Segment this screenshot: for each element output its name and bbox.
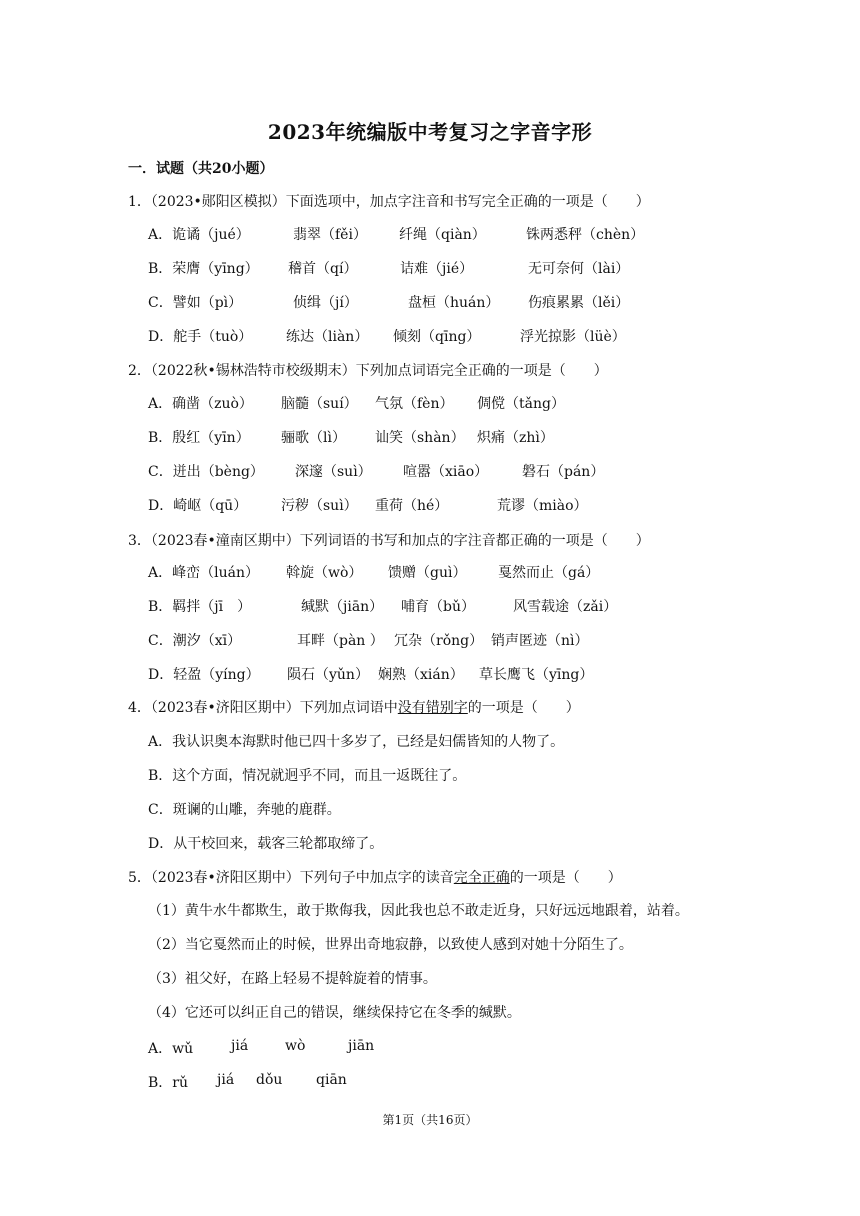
q1-opt-a-3: 纤绳（qiàn） (399, 227, 486, 243)
q4-opt-c: C．斑谰的山雕，奔驰的鹿群。 (148, 802, 341, 818)
q1-opt-a-1: A．诡谲（jué） (148, 227, 250, 243)
q1-opt-b-4: 无可奈何（lài） (528, 261, 630, 277)
q5-opt-a-2: jiá (231, 1038, 249, 1054)
q1-opt-d-2: 练达（liàn） (286, 329, 369, 345)
q5-sentence-4: （4）它还可以纠正自己的错误，继续保持它在冬季的缄默。 (148, 1005, 521, 1021)
section-heading: 一．试题（共20小题） (128, 161, 274, 177)
q5-opt-b-2: jiá (217, 1072, 235, 1088)
q4-stem-underlined: 没有错别字 (397, 700, 468, 716)
question-4-stem (128, 697, 580, 717)
q5-opt-b-4: qiān (316, 1072, 347, 1088)
q5-stem-post: 的一项是（ ） (509, 870, 622, 886)
q3-opt-d-1: D．轻盈（yíng） (148, 667, 260, 683)
q3-opt-c-1: C．潮汐（xī） (148, 633, 242, 649)
q1-opt-a-2: 翡翠（fěi） (293, 227, 367, 243)
q1-opt-d-4: 浮光掠影（lüè） (520, 329, 626, 345)
question-3-stem: 3．（2023春•潼南区期中）下列词语的书写和加点的字注音都正确的一项是（ ） (128, 533, 650, 549)
q2-opt-d-3: 重荷（hé） (375, 498, 449, 514)
q1-opt-d-3: 倾刻（qīng） (393, 329, 481, 345)
q5-stem-underlined: 完全正确 (453, 870, 510, 886)
question-1-stem: 1．（2023•郧阳区模拟）下面选项中，加点字注音和书写完全正确的一项是（ ） (128, 194, 650, 210)
q2-opt-b-2: 骊歌（lì） (281, 430, 346, 446)
q1-opt-c-2: 侦缉（jí） (293, 295, 358, 311)
q2-opt-b-3: 讪笑（shàn） (375, 430, 465, 446)
question-2-stem: 2．（2022秋•锡林浩特市校级期末）下列加点词语完全正确的一项是（ ） (128, 363, 608, 379)
q3-opt-c-2: 耳畔（pàn ） (297, 633, 384, 649)
q1-opt-d-1: D．舵手（tuò） (148, 329, 253, 345)
q3-opt-b-4: 风雪载途（zǎi） (513, 599, 618, 615)
q5-opt-b-3: dǒu (256, 1072, 283, 1088)
q3-opt-b-1: B．羁拌（jī ） (148, 599, 252, 615)
q3-opt-c-4: 销声匿迹（nì） (491, 633, 589, 649)
q3-opt-a-2: 斡旋（wò） (286, 565, 363, 581)
q1-opt-b-3: 诘难（jié） (400, 261, 474, 277)
q5-sentence-1: （1）黄牛水牛都欺生，敢于欺侮我，因此我也总不敢走近身，只好远远地跟着，站着。 (148, 903, 689, 919)
question-5-stem (128, 867, 622, 887)
document-title: 2023年统编版中考复习之字音字形 (267, 120, 593, 144)
q3-opt-a-3: 馈赠（guì） (388, 565, 467, 581)
q5-sentence-2: （2）当它戛然而止的时候，世界出奇地寂静，以致使人感到对她十分陌生了。 (148, 937, 633, 953)
q2-opt-c-3: 喧嚣（xiāo） (403, 464, 489, 480)
q3-opt-c-3: 冗杂（rǒng） (394, 633, 484, 649)
q1-opt-c-4: 伤痕累累（lěi） (528, 295, 630, 311)
q5-opt-a-1: A．wǔ (148, 1041, 194, 1057)
q4-stem-pre: 4．（2023春•济阳区期中）下列加点词语中 (128, 700, 398, 716)
q1-opt-c-3: 盘桓（huán） (408, 295, 500, 311)
q2-opt-c-4: 磐石（pán） (522, 464, 605, 480)
q4-stem-post: 的一项是（ ） (467, 700, 580, 716)
q2-opt-a-3: 气氛（fèn） (375, 396, 454, 412)
q3-opt-b-2: 缄默（jiān） (301, 599, 384, 615)
q2-opt-c-1: C．迸出（bèng） (148, 464, 264, 480)
q2-opt-d-4: 荒谬（miào） (497, 498, 588, 514)
q3-opt-d-2: 陨石（yǔn） (287, 667, 369, 683)
q2-opt-b-4: 炽痛（zhì） (477, 430, 554, 446)
q2-opt-a-4: 倜傥（tǎng） (477, 396, 565, 412)
q2-opt-a-2: 脑髓（suí） (281, 396, 358, 412)
q3-opt-a-4: 戛然而止（gá） (498, 565, 600, 581)
q3-opt-a-1: A．峰峦（luán） (148, 565, 259, 581)
page-footer: 第1页（共16页） (382, 1113, 478, 1127)
q5-sentence-3: （3）祖父好，在路上轻易不提斡旋着的情事。 (148, 971, 437, 987)
q1-opt-a-4: 铢两悉秤（chèn） (526, 227, 645, 243)
q1-opt-b-1: B．荣膺（yīng） (148, 261, 259, 277)
q5-stem-pre: 5．（2023春•济阳区期中）下列句子中加点字的读音 (128, 870, 454, 886)
q4-opt-a: A．我认识奥本海默时他已四十多岁了，已经是妇儒皆知的人物了。 (148, 734, 565, 750)
q3-opt-b-3: 哺育（bǔ） (401, 599, 475, 615)
q3-opt-d-3: 娴熟（xián） (378, 667, 464, 683)
q4-opt-b: B．这个方面，情况就迥乎不同，而且一返既往了。 (148, 768, 467, 784)
q1-opt-c-1: C．譬如（pì） (148, 295, 243, 311)
q1-opt-b-2: 稽首（qí） (288, 261, 358, 277)
q4-opt-d: D．从干校回来，载客三轮都取缔了。 (148, 836, 384, 852)
q2-opt-d-1: D．崎岖（qū） (148, 498, 248, 514)
q2-opt-b-1: B．殷红（yīn） (148, 430, 250, 446)
q5-opt-a-3: wò (285, 1038, 306, 1054)
q2-opt-c-2: 深邃（suì） (295, 464, 372, 480)
q5-opt-a-4: jiān (348, 1038, 375, 1054)
q2-opt-d-2: 污秽（suì） (281, 498, 358, 514)
q5-opt-b-1: B．rǔ (148, 1075, 188, 1091)
q2-opt-a-1: A．确凿（zuò） (148, 396, 253, 412)
q3-opt-d-4: 草长鹰飞（yīng） (479, 667, 594, 683)
